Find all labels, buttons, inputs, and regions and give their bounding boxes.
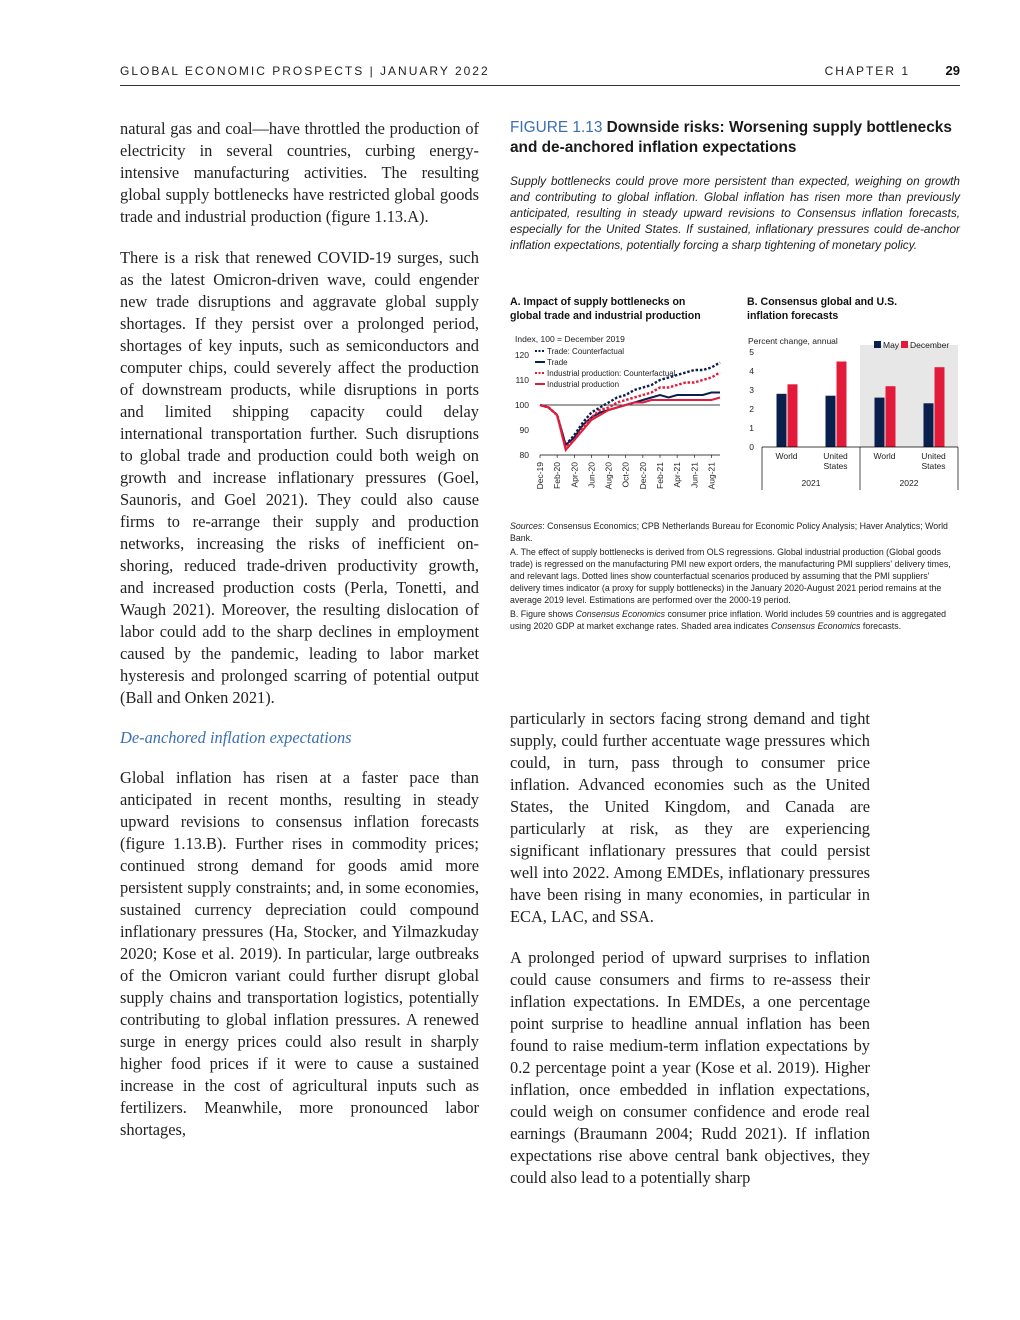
running-header: GLOBAL ECONOMIC PROSPECTS | JANUARY 2022 xyxy=(120,64,490,78)
legend-label: Industrial production: Counterfactual xyxy=(547,369,676,378)
panel-b-title xyxy=(747,295,962,323)
bar-may-united-states xyxy=(924,403,934,447)
y-tick-label: 4 xyxy=(749,366,754,376)
bar-december-world xyxy=(886,386,896,447)
group-label: 2021 xyxy=(801,478,821,488)
note-b-source: Consensus Economics xyxy=(770,621,861,631)
legend-swatch xyxy=(901,341,908,348)
panel-a-title-line-2: global trade and industrial production xyxy=(510,310,701,322)
figure-number: FIGURE 1.13 xyxy=(510,119,603,136)
y-tick-label: 2 xyxy=(749,404,754,414)
y-tick-label: 5 xyxy=(749,347,754,357)
y-tick-label: 1 xyxy=(749,423,754,433)
figure-title xyxy=(510,118,960,158)
legend-label: Industrial production xyxy=(547,380,620,389)
bar-december-united-states xyxy=(935,367,945,447)
left-column xyxy=(120,118,479,1160)
bar-may-united-states xyxy=(826,396,836,447)
sources-text: : Consensus Economics; CPB Netherlands Bureau for Economic Policy Analysis; Haver Analytics; World Bank. xyxy=(510,521,948,543)
x-tick-label: Jun-21 xyxy=(689,462,700,488)
note-b-source: Consensus Economics xyxy=(575,609,665,619)
figure-sources xyxy=(510,520,962,544)
paragraph: Global inflation has risen at a faster pace than anticipated in recent months, resulting in steady upward revisions to consensus inflation forecasts (figure 1.13.B). Further rises in commodity prices; continued strong demand for goods amid more persistent supply constraints; and, in some economies, sustained currency depreciation could compound inflationary pressures (Ha, Stocker, and Yilmazkuday 2020; Kose et al. 2019). In particular, large outbreaks of the Omicron variant could further disrupt global supply chains and transportation logistics, potentially contributing to global inflation pressures. A renewed surge in energy prices could also result in sharply higher food prices if it were to cause a sustained increase in the cost of agricultural inputs such as fertilizers. Meanwhile, more pronounced labor shortages, xyxy=(120,768,479,1139)
legend-label: Trade xyxy=(547,358,568,367)
bar-december-world xyxy=(788,384,798,447)
chart-panel-b xyxy=(742,330,962,500)
header-rule xyxy=(120,85,960,86)
x-tick-label: Jun-20 xyxy=(586,462,597,488)
x-tick-label: Aug-20 xyxy=(603,462,614,490)
x-tick-label: Dec-19 xyxy=(535,462,545,490)
paragraph: A prolonged period of upward surprises to inflation could cause consumers and firms to re-assess their inflation expectations. In EMDEs, a one percentage point surprise to headline annual inflation has been found to raise medium-term inflation expectations by 0.2 percentage point a year (Kose et al. 2019). Higher inflation, once embedded in inflation expectations, could weigh on consumer confidence and erode real earnings (Braumann 2004; Rudd 2021). If inflation expectations rise above central bank objectives, they could also lead to a potentially sharp xyxy=(510,948,870,1187)
note-b-text: forecasts. xyxy=(860,621,902,631)
paragraph: particularly in sectors facing strong demand and tight supply, could further accentuate wage pressures which could, in turn, pass through to consumer price inflation. Advanced economies such as the United States, the United Kingdom, and Canada are particularly at risk, as they are experiencing significant inflationary pressures that could persist well into 2022. Among EMDEs, inflationary pressures have been rising in many economies, in particular in ECA, LAC, and SSA. xyxy=(510,709,870,926)
category-label: States xyxy=(921,461,946,471)
category-label: United xyxy=(921,451,946,461)
x-tick-label: Oct-20 xyxy=(620,462,631,488)
x-tick-label: Aug-21 xyxy=(706,462,717,490)
legend-label: Trade: Counterfactual xyxy=(547,347,625,356)
y-tick-label: 80 xyxy=(519,450,529,460)
paragraph: There is a risk that renewed COVID-19 surges, such as the latest Omicron-driven wave, could engender new trade disruptions and aggravate global supply shortages. If they persist over a prolonged period, shortages of key inputs, such as semiconductors and computer chips, could severely affect the production of downstream products, while disruptions in ports and limited shipping capacity could delay international transportation further. Such disruptions to global trade and production could both weigh on growth and increase inflationary pressures (Goel, Saunoris, and Goel 2021). They could also cause firms to re-arrange their supply and production networks, increasing the risks of inefficient on-shoring, reduced trade-driven productivity growth, and increased production costs (Perla, Tonetti, and Waugh 2021). Moreover, the resulting dislocation of labor could add to the sharp declines in employment caused by the pandemic, leading to labor market hysteresis and prolonged scarring of potential output (Ball and Onken 2021). xyxy=(120,248,479,707)
x-tick-label: Apr-21 xyxy=(672,462,683,488)
right-column xyxy=(510,708,870,1208)
x-tick-label: Feb-20 xyxy=(552,462,563,489)
group-label: 2022 xyxy=(899,478,919,488)
bar-december-united-states xyxy=(837,362,847,448)
figure-subtitle: Supply bottlenecks could prove more persistent than expected, weighing on growth and contributing to global inflation. Global inflation has risen more than previously anticipated, resulting in steady upward revisions to Consensus inflation forecasts, especially for the United States. If sustained, inflationary pressures could de-anchor inflation expectations, potentially forcing a sharp tightening of monetary policy. xyxy=(510,174,960,252)
figure-notes xyxy=(510,520,962,634)
category-label: World xyxy=(775,451,798,461)
y-tick-label: 90 xyxy=(519,425,529,435)
y-axis-label: Percent change, annual xyxy=(748,336,838,346)
figure-1-13 xyxy=(510,118,960,253)
y-axis-label: Index, 100 = December 2019 xyxy=(515,334,625,344)
note-b-text: consumer price inflation. World includes 59 countries and is aggregated using 2020 GDP at market exchange rates. Shaded area indicates xyxy=(510,609,947,631)
section-subheading: De-anchored inflation expectations xyxy=(120,728,352,747)
figure-note-a: A. The effect of supply bottlenecks is derived from OLS regressions. Global industrial production (Global goods trade) is regressed on the manufacturing PMI new export orders, the manufacturing PMI suppliers' delivery times, and relevant lags. Dotted lines show counterfactual scenarios produced by assuming that the PMI suppliers' delivery times indicator (a proxy for supply bottlenecks) in the January 2020-August 2021 period remains at the average 2019 level. Estimations are performed over the 2000-19 period. xyxy=(510,547,951,605)
x-tick-label: Dec-20 xyxy=(637,462,648,490)
x-tick-label: Apr-20 xyxy=(569,462,580,488)
chart-panel-a xyxy=(505,330,740,500)
bar-may-world xyxy=(875,398,885,447)
y-tick-label: 100 xyxy=(514,400,529,410)
note-b-text: B. Figure shows xyxy=(510,609,576,619)
x-tick-label: Feb-21 xyxy=(655,462,665,489)
figure-title-text: Downside risks: Worsening supply bottlenecks and de-anchored inflation expectations xyxy=(510,119,952,156)
bar-may-world xyxy=(777,394,787,447)
y-tick-label: 120 xyxy=(514,350,529,360)
y-tick-label: 3 xyxy=(749,385,754,395)
category-label: World xyxy=(873,451,896,461)
paragraph: natural gas and coal—have throttled the production of electricity in several countries, curbing energy-intensive manufacturing activities. The resulting global supply bottlenecks have restricted global goods trade and industrial production (figure 1.13.A). xyxy=(120,119,479,226)
category-label: United xyxy=(823,451,848,461)
category-label: States xyxy=(823,461,848,471)
legend-swatch xyxy=(874,341,881,348)
panel-a-title-line-1: A. Impact of supply bottlenecks on xyxy=(510,296,686,308)
panel-b-title-line-2: inflation forecasts xyxy=(747,310,839,322)
y-tick-label: 110 xyxy=(515,375,529,385)
y-tick-label: 0 xyxy=(749,442,754,452)
page-number: 29 xyxy=(945,63,960,78)
panel-b-title-line-1: B. Consensus global and U.S. xyxy=(747,296,898,308)
chapter-label: CHAPTER 1 xyxy=(824,64,910,78)
sources-label: Sources xyxy=(510,521,543,531)
legend-label: December xyxy=(910,340,950,350)
figure-note-b xyxy=(510,608,962,632)
legend-label: May xyxy=(883,340,900,350)
panel-a-title xyxy=(510,295,735,323)
